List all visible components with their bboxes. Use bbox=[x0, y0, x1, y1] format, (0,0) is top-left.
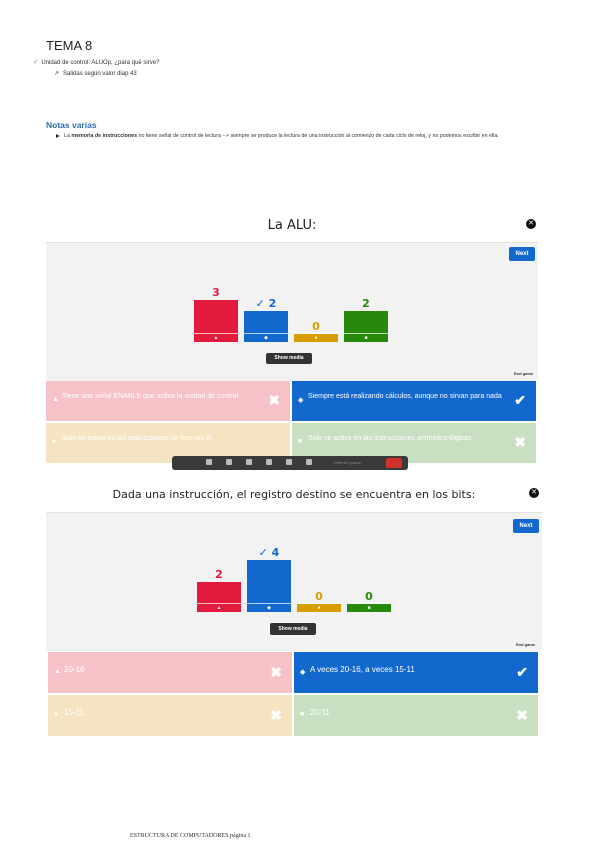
page-title: TEMA 8 bbox=[46, 38, 93, 53]
quiz-screenshot-1 bbox=[46, 212, 538, 470]
microphone-icon[interactable] bbox=[226, 459, 232, 465]
answer-option[interactable] bbox=[294, 695, 538, 736]
answer-text: 15-11 bbox=[64, 707, 84, 717]
answer-shape-icon: ◆ bbox=[247, 603, 291, 612]
outline-text: Salidas según valor diap 43 bbox=[63, 71, 137, 77]
result-count: 2 bbox=[215, 568, 223, 581]
end-game-button[interactable]: End game bbox=[516, 642, 536, 647]
chat-icon[interactable] bbox=[286, 459, 292, 465]
more-icon[interactable] bbox=[266, 459, 272, 465]
link-arrow-icon: ↗ bbox=[54, 71, 60, 77]
answer-shape-icon: ● bbox=[297, 603, 341, 612]
answer-shape-icon: ▲ bbox=[52, 396, 59, 403]
close-icon[interactable]: ✕ bbox=[526, 219, 536, 229]
camera-icon[interactable] bbox=[206, 459, 212, 465]
answer-text: 20-11 bbox=[310, 707, 330, 717]
result-bar bbox=[297, 604, 341, 612]
answer-text: Solo se activa en las instrucciones de formato R bbox=[62, 435, 212, 442]
result-count: 0 bbox=[315, 590, 323, 603]
question-title: La ALU: bbox=[267, 218, 317, 233]
show-media-button[interactable]: Show media bbox=[266, 353, 312, 364]
participants-icon[interactable] bbox=[306, 459, 312, 465]
cross-icon: ✖ bbox=[270, 706, 282, 723]
answer-shape-icon: ▲ bbox=[197, 603, 241, 612]
answer-option[interactable] bbox=[292, 381, 536, 421]
answer-shape-icon: ■ bbox=[300, 710, 305, 718]
answer-shape-icon: ▲ bbox=[194, 333, 238, 342]
result-bar bbox=[294, 334, 338, 342]
answer-text: Siempre está realizando cálculos, aunque no sirvan para nada bbox=[308, 393, 502, 400]
answer-shape-icon: ◆ bbox=[300, 668, 306, 676]
result-bar bbox=[247, 560, 291, 612]
answer-text: Tiene una señal ENABLE que activa la unidad de control bbox=[62, 393, 239, 400]
end-game-button[interactable]: End game bbox=[514, 371, 534, 376]
result-count: ✓ 2 bbox=[255, 297, 277, 311]
check-icon: ✔ bbox=[516, 663, 528, 680]
section-heading: Notas varias bbox=[46, 120, 97, 130]
note-text: La bbox=[64, 133, 72, 139]
next-button[interactable]: Next bbox=[509, 247, 535, 261]
result-count: 2 bbox=[362, 297, 370, 311]
quiz-screenshot-2 bbox=[46, 482, 542, 744]
show-media-button[interactable]: Show media bbox=[270, 623, 316, 635]
cross-icon: ✖ bbox=[514, 434, 526, 450]
collapse-triangle-icon[interactable] bbox=[56, 134, 60, 138]
answer-option[interactable] bbox=[294, 652, 538, 693]
toolbar-label: Detener grabar bbox=[334, 460, 361, 465]
cross-icon: ✖ bbox=[270, 663, 282, 680]
answer-shape-icon: ◆ bbox=[244, 333, 288, 342]
result-bar bbox=[244, 311, 288, 342]
answer-text: 20-16 bbox=[64, 664, 85, 674]
results-panel bbox=[46, 512, 542, 651]
page-footer: ESTRUCTURA DE COMPUTADORES página 1 bbox=[130, 833, 251, 839]
result-bar bbox=[347, 604, 391, 612]
outline-text: Unidad de control: ALUOp, ¿para qué sirve? bbox=[41, 60, 160, 66]
answer-text: A veces 20-16, a veces 15-11 bbox=[310, 664, 415, 674]
result-bar bbox=[197, 582, 241, 612]
outline-subitem-salidas bbox=[54, 70, 137, 77]
result-count: 3 bbox=[212, 286, 220, 299]
cross-icon: ✖ bbox=[268, 392, 280, 408]
recording-toolbar bbox=[172, 456, 408, 470]
check-icon: ✔ bbox=[514, 392, 526, 408]
result-count: 0 bbox=[365, 590, 373, 603]
cross-icon: ✖ bbox=[516, 706, 528, 723]
answer-text: Solo se activa en las instrucciones aritmético-lógicas bbox=[308, 435, 472, 442]
share-icon[interactable] bbox=[246, 459, 252, 465]
result-bar bbox=[194, 300, 238, 342]
results-panel bbox=[46, 242, 538, 381]
answer-shape-icon: ■ bbox=[344, 333, 388, 342]
result-count: 0 bbox=[312, 320, 320, 333]
note-bold-text: memoria de instrucciones bbox=[71, 133, 138, 139]
note-text: no tiene señal de control de lectura --> siempre se produce la lectura de una instrucción al comienzo de cada ciclo de reloj, y no podemos escribir en ella. bbox=[137, 133, 499, 139]
result-bar bbox=[344, 311, 388, 342]
answer-option[interactable] bbox=[46, 381, 290, 421]
next-button[interactable]: Next bbox=[513, 519, 539, 533]
note-item bbox=[56, 133, 499, 139]
answer-shape-icon: ● bbox=[294, 333, 338, 342]
answer-shape-icon: ● bbox=[52, 438, 57, 445]
question-title: Dada una instrucción, el registro destino se encuentra en los bits: bbox=[112, 488, 476, 501]
answer-shape-icon: ■ bbox=[347, 603, 391, 612]
answer-option[interactable] bbox=[48, 695, 292, 736]
answer-shape-icon: ▲ bbox=[54, 667, 61, 675]
close-icon[interactable]: ✕ bbox=[529, 488, 539, 498]
hang-up-button[interactable] bbox=[386, 458, 402, 468]
result-count: ✓ 4 bbox=[258, 546, 280, 559]
outline-item-unidad-control bbox=[34, 60, 159, 66]
answer-shape-icon: ● bbox=[54, 710, 59, 718]
answer-shape-icon: ■ bbox=[298, 438, 303, 445]
answer-shape-icon: ◆ bbox=[298, 397, 304, 404]
bullet-icon: ›’ bbox=[34, 60, 38, 66]
answer-option[interactable] bbox=[48, 652, 292, 693]
